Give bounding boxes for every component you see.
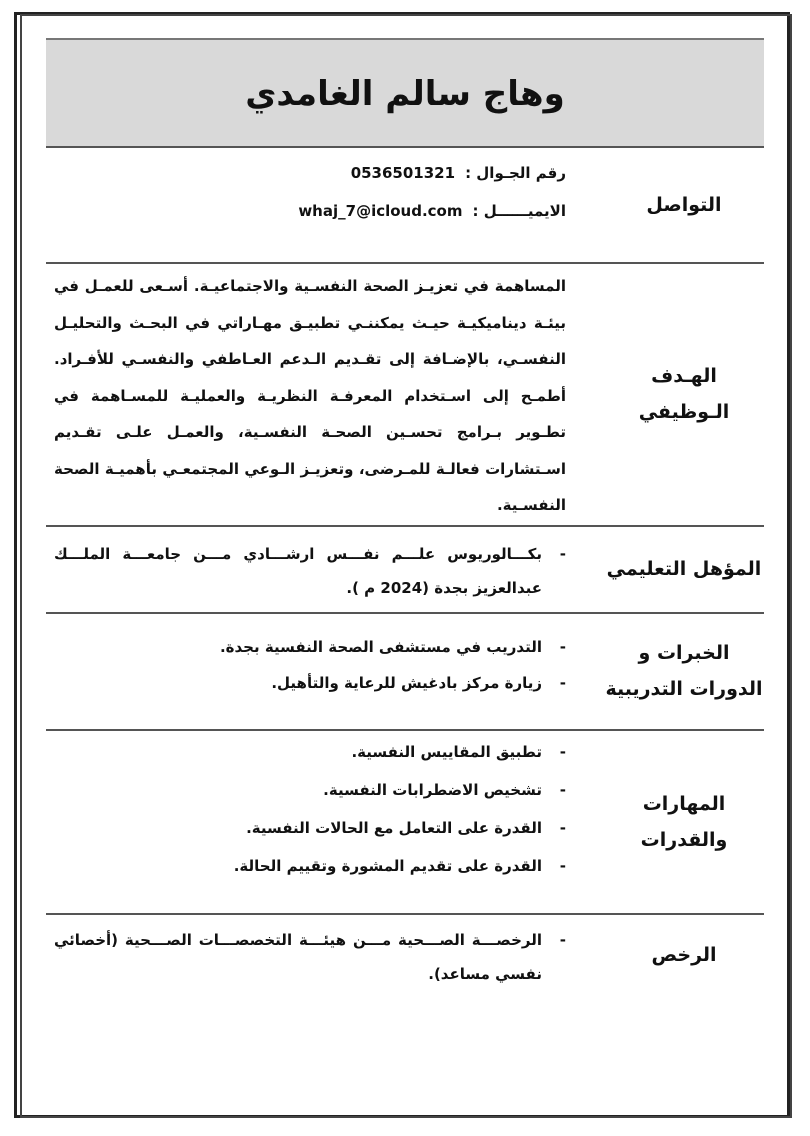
- section-label-contact: التواصل: [646, 193, 722, 216]
- section-label-objective: الهـدف الـوظيفي: [638, 364, 730, 423]
- section-label-licenses: الرخص: [651, 943, 717, 966]
- list-item: [54, 674, 566, 692]
- full-name: وهاج سالم الغامدي: [245, 74, 565, 114]
- bullet: -: [559, 638, 566, 656]
- skill-item-text: تطبيق المقاييس النفسية.: [351, 743, 542, 761]
- bullet: -: [559, 545, 566, 563]
- name-header: [46, 38, 764, 148]
- section-label-skills: المهارات والقدرات: [640, 792, 728, 851]
- education-list: [54, 537, 566, 605]
- list-item: [54, 638, 566, 656]
- section-licenses: [46, 915, 764, 995]
- experience-item-text: زيارة مركز بادغيش للرعاية والتأهيل.: [271, 674, 542, 692]
- phone-value: 0536501321: [350, 164, 456, 182]
- skill-item-text: القدرة على التعامل مع الحالات النفسية.: [246, 819, 542, 837]
- bullet: -: [559, 674, 566, 692]
- email-row: [54, 202, 566, 220]
- bullet: -: [559, 743, 566, 761]
- divider: [46, 146, 764, 148]
- list-item: [54, 743, 566, 761]
- list-item: [54, 819, 566, 837]
- email-label: الايميــــــل :: [472, 202, 566, 220]
- bullet: -: [559, 819, 566, 837]
- bullet: -: [559, 857, 566, 875]
- experience-list: [54, 638, 566, 692]
- contact-content: [54, 164, 566, 220]
- licenses-list: [54, 923, 566, 991]
- phone-label: رقم الجـوال :: [465, 164, 566, 182]
- bullet: -: [559, 931, 566, 949]
- bullet: -: [559, 781, 566, 799]
- section-experience: [46, 614, 764, 728]
- section-label-education: المؤهل التعليمي: [606, 557, 762, 580]
- section-education: [46, 527, 764, 611]
- section-contact: [46, 150, 764, 260]
- phone-row: [54, 164, 566, 182]
- experience-item-text: التدريب في مستشفى الصحة النفسية بجدة.: [219, 638, 542, 656]
- license-item-text: الرخصـــة الصـــحية مـــن هيئـــة التخصصـــات الصـــحية (أخصائي نفسي مساعد).: [54, 931, 542, 983]
- section-skills: [46, 731, 764, 913]
- list-item: [54, 857, 566, 875]
- email-value[interactable]: whaj_7@icloud.com: [298, 202, 463, 220]
- section-label-experience: الخبرات و الدورات التدريبية: [605, 641, 763, 700]
- list-item: [54, 923, 566, 991]
- list-item: [54, 781, 566, 799]
- skill-item-text: تشخيص الاضطرابات النفسية.: [323, 781, 542, 799]
- section-objective: [46, 264, 764, 524]
- list-item: [54, 537, 566, 605]
- objective-text: المساهمة في تعزيـز الصحة النفسـية والاجتماعيـة. أسـعى للعمـل في بيئـة ديناميكيـة حيـث يمكننـي تطبيـق مهـاراتي في البحـث والتحليـل النفسـي، بالإضـافة إلى تقـديم الـدعم العـاطفي والنفسـي للأفـراد. أطمـح إلى اسـتخدام المعرفـة النظريـة والعمليـة للمسـاهمة في تطـوير بـرامج تحسـين الصحـة النفسـية، والعمـل علـى تقـديم اسـتشارات فعالـة للمـرضى، وتعزيـز الـوعي المجتمعـي بأهميـة الصحة النفسـية.: [54, 277, 566, 514]
- education-item-text: بكـــالوريوس علـــم نفـــس ارشـــادي مـــن جامعـــة الملـــك عبدالعزيز بجدة (2024 م ).: [54, 545, 542, 597]
- skills-list: [54, 743, 566, 875]
- skill-item-text: القدرة على تقديم المشورة وتقييم الحالة.: [233, 857, 542, 875]
